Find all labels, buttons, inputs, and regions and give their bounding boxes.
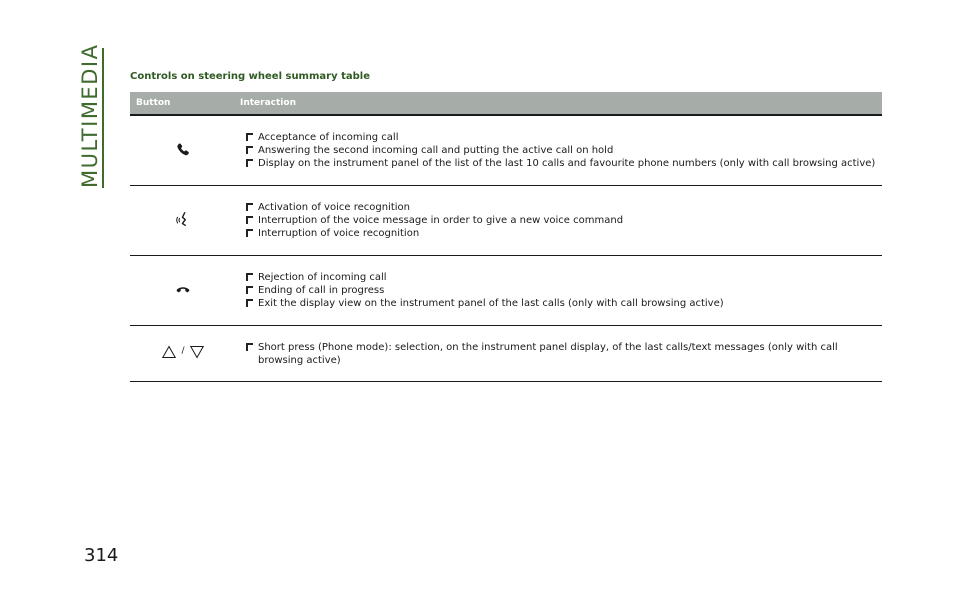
- bullet-icon: [246, 299, 253, 307]
- down-triangle-icon: [189, 345, 205, 359]
- up-down-arrows-icon: [161, 345, 204, 359]
- table-title: Controls on steering wheel summary table: [130, 71, 370, 82]
- interaction-cell: [236, 115, 882, 186]
- item-text: Ending of call in progress: [258, 285, 385, 296]
- up-triangle-icon: [161, 345, 177, 359]
- list-item: [246, 201, 882, 214]
- bullet-icon: [246, 229, 253, 237]
- bullet-icon: [246, 159, 253, 167]
- table-header-row: [130, 92, 882, 115]
- header-button: Button: [130, 92, 236, 115]
- button-cell: [130, 256, 236, 326]
- phone-hangup-icon: [176, 284, 190, 298]
- table-row: [130, 326, 882, 382]
- document-content: [130, 70, 882, 382]
- list-item: [246, 157, 882, 170]
- header-interaction: Interaction: [236, 92, 882, 115]
- item-text: Acceptance of incoming call: [258, 132, 399, 143]
- list-item: [246, 214, 882, 227]
- list-item: [246, 131, 882, 144]
- button-cell: [130, 186, 236, 256]
- controls-table: [130, 92, 882, 382]
- table-row: [130, 256, 882, 326]
- bullet-icon: [246, 133, 253, 141]
- item-text: Display on the instrument panel of the list of the last 10 calls and favourite phone numbers (only with call browsing active): [258, 158, 876, 169]
- phone-accept-icon: [176, 142, 190, 160]
- interaction-cell: [236, 256, 882, 326]
- item-text: Interruption of the voice message in order to give a new voice command: [258, 215, 624, 226]
- button-cell: [130, 326, 236, 382]
- bullet-icon: [246, 203, 253, 211]
- table-row: [130, 186, 882, 256]
- item-text: Rejection of incoming call: [258, 272, 387, 283]
- list-item: [246, 297, 882, 310]
- list-item: [246, 284, 882, 297]
- item-text: Activation of voice recognition: [258, 202, 410, 213]
- item-text: Short press (Phone mode): selection, on the instrument panel display, of the last calls/text messages (only with call browsing active): [258, 341, 838, 366]
- bullet-icon: [246, 216, 253, 224]
- bullet-icon: [246, 286, 253, 294]
- list-item: [246, 341, 882, 367]
- voice-recognition-icon: [176, 211, 190, 231]
- table-row: [130, 115, 882, 186]
- separator: /: [181, 346, 185, 356]
- interaction-cell: [236, 186, 882, 256]
- bullet-icon: [246, 146, 253, 154]
- page-number: 314: [84, 545, 119, 566]
- list-item: [246, 271, 882, 284]
- bullet-icon: [246, 273, 253, 281]
- bullet-icon: [246, 343, 253, 351]
- interaction-cell: [236, 326, 882, 382]
- list-item: [246, 144, 882, 157]
- list-item: [246, 227, 882, 240]
- item-text: Interruption of voice recognition: [258, 228, 420, 239]
- item-text: Exit the display view on the instrument panel of the last calls (only with call browsing active): [258, 298, 724, 309]
- item-text: Answering the second incoming call and putting the active call on hold: [258, 145, 614, 156]
- button-cell: [130, 115, 236, 186]
- section-label: MULTIMEDIA: [78, 43, 102, 188]
